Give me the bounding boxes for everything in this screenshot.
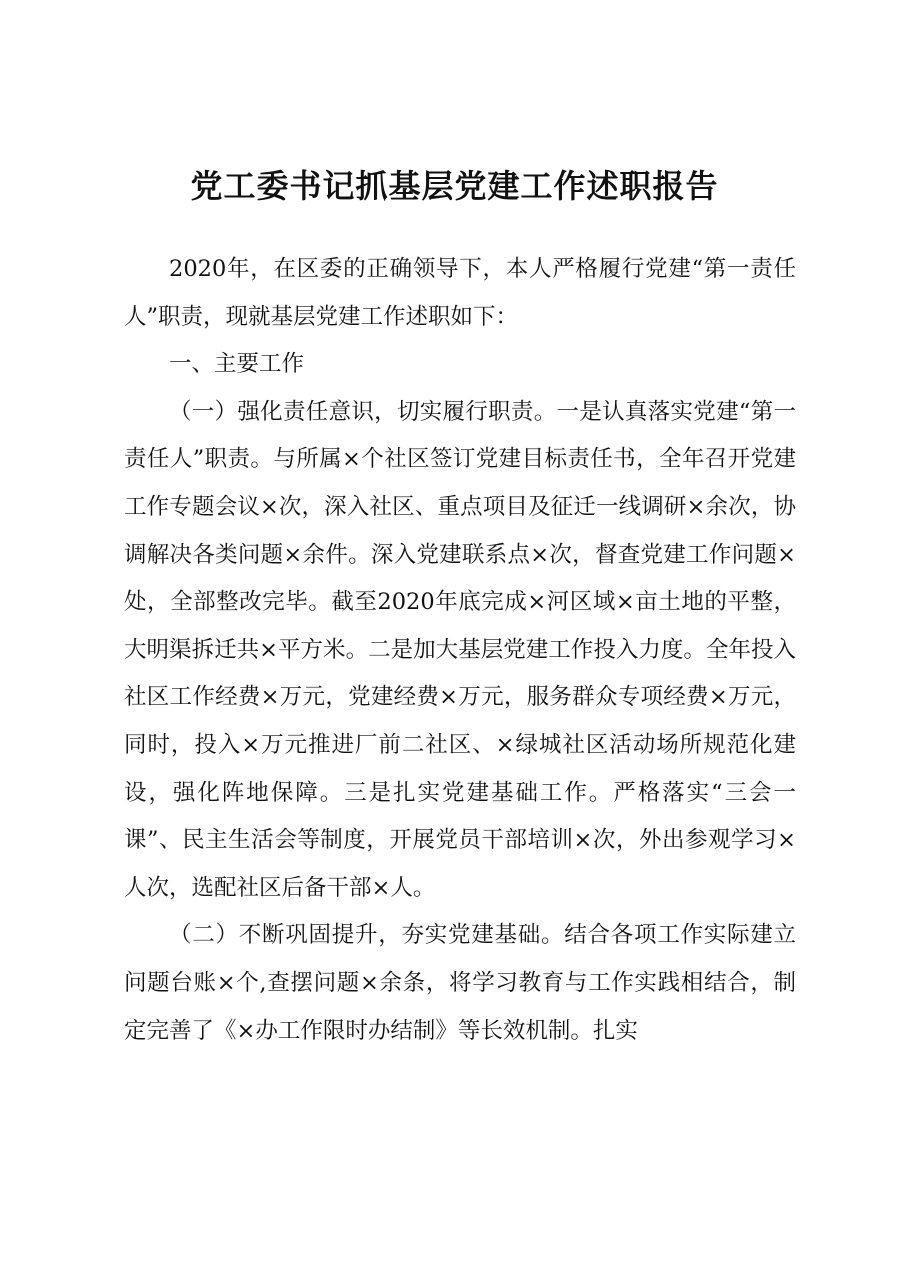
document-title: 党工委书记抓基层党建工作述职报告 xyxy=(190,167,719,205)
paragraph-intro: 2020年，在区委的正确领导下，本人严格履行党建“第一责任人”职责，现就基层党建工作述职如下： xyxy=(124,256,796,330)
paragraph-section-1: （一）强化责任意识，切实履行职责。一是认真落实党建“第一责任人”职责。与所属×个社区签订党建目标责任书，全年召开党建工作专题会议×次，深入社区、重点项目及征迁一线调研×余次，协调解决各类问题×余件。深入党建联系点×次，督查党建工作问题×处，全部整改完毕。截至2020年底完成×河区域×亩土地的平整，大明渠拆迁共×平方米。二是加大基层党建工作投入力度。全年投入社区工作经费×万元，党建经费×万元，服务群众专项经费×万元，同时，投入×万元推进厂前二社区、×绿城社区活动场所规范化建设，强化阵地保障。三是扎实党建基础工作。严格落实“三会一课”、民主生活会等制度，开展党员干部培训×次，外出参观学习×人次，选配社区后备干部×人。 xyxy=(124,398,796,901)
section-heading-main-work: 一、主要工作 xyxy=(169,351,305,378)
paragraph-section-2: （二）不断巩固提升，夯实党建基础。结合各项工作实际建立问题台账×个,查摆问题×余条，将学习教育与工作实践相结合，制定完善了《×办工作限时办结制》等长效机制。扎实 xyxy=(124,922,796,1044)
document-body xyxy=(124,246,796,1055)
